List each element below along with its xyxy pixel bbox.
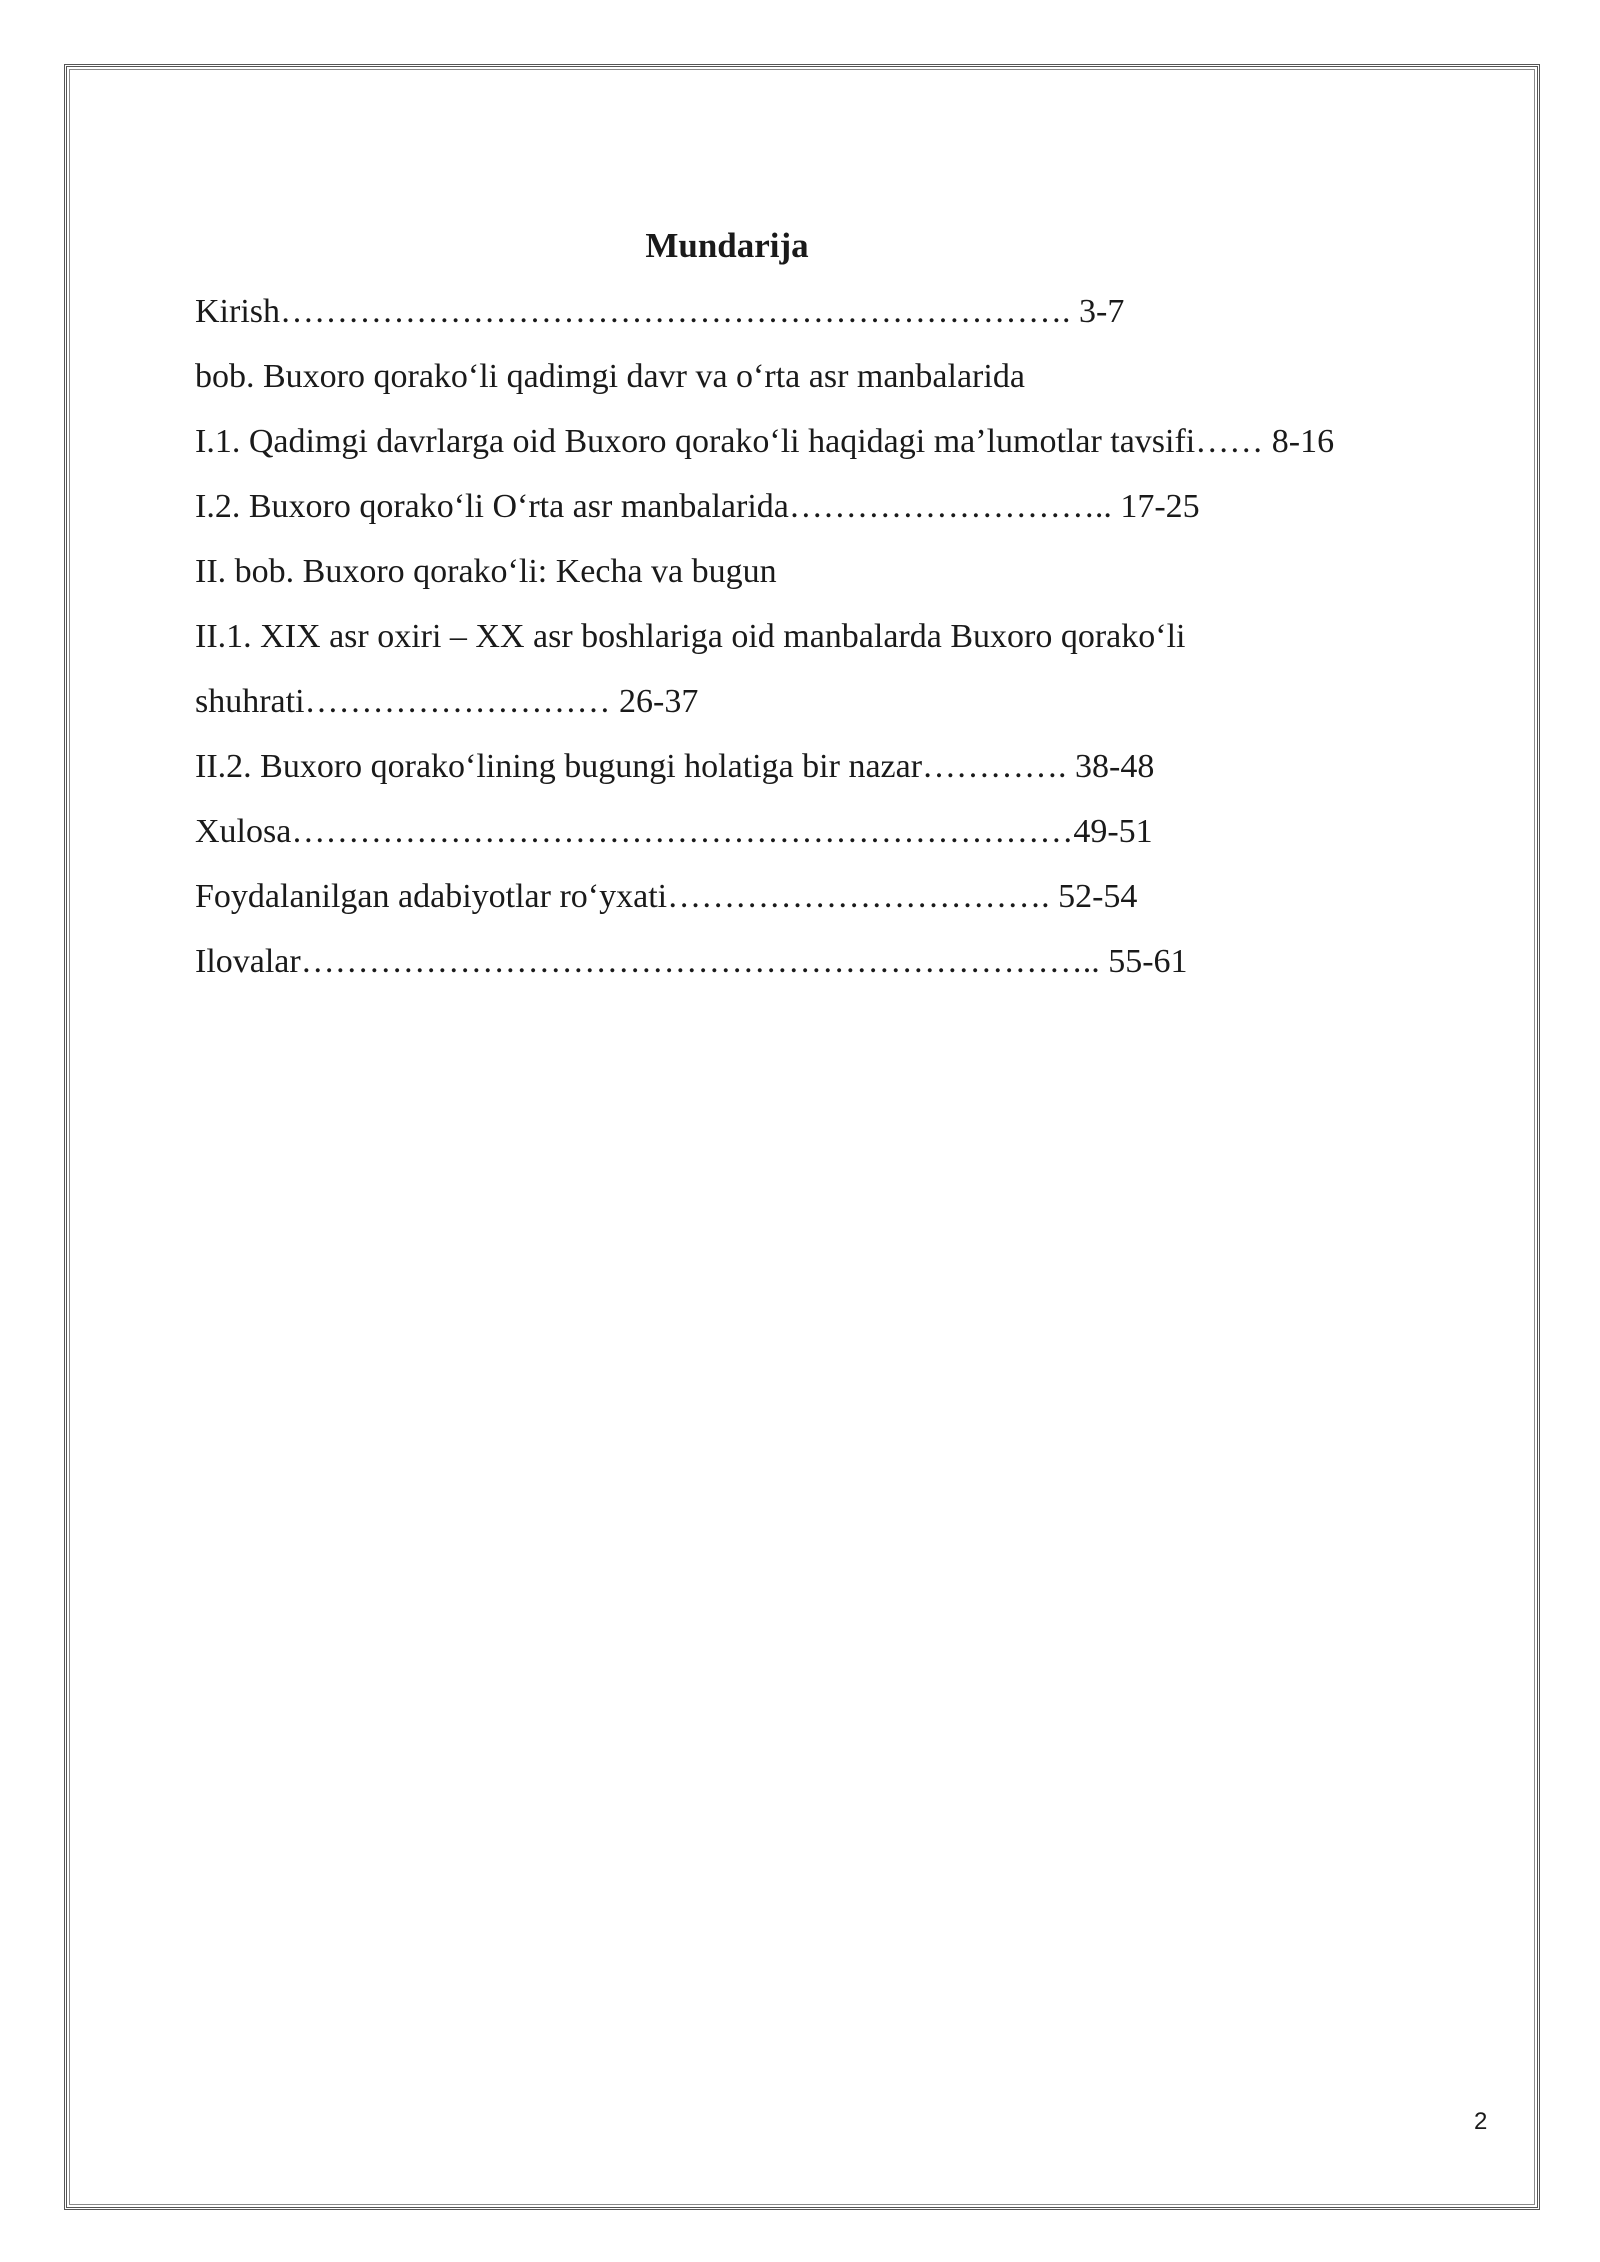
toc-entry-1-1: I.1. Qadimgi davrlarga oid Buxoro qorako‘li haqidagi ma’lumotlar tavsifi…… 8-16 — [195, 423, 1335, 460]
toc-entry-2-2: II.2. Buxoro qorako‘lining bugungi holatiga bir nazar…………. 38-48 — [195, 748, 1155, 785]
toc-chapter-2: II. bob. Buxoro qorako‘li: Kecha va bugun — [195, 553, 777, 590]
toc-entry-xulosa: Xulosa……………………………………………………………49-51 — [195, 813, 1153, 850]
toc-title: Mundarija — [645, 226, 809, 265]
toc-entry-2-1-continued: shuhrati……………………… 26-37 — [195, 683, 699, 720]
page-number: 2 — [1474, 2108, 1488, 2135]
toc-entry-bibliography: Foydalanilgan adabiyotlar ro‘yxati……………………………. 52-54 — [195, 878, 1138, 915]
toc-entry-2-1: II.1. XIX asr oxiri – XX asr boshlariga oid manbalarda Buxoro qorako‘li — [195, 618, 1186, 655]
toc-chapter-1: bob. Buxoro qorako‘li qadimgi davr va o‘rta asr manbalarida — [195, 358, 1025, 395]
toc-entry-ilovalar: Ilovalar…………………………………………………………….. 55-61 — [195, 943, 1188, 980]
toc-entry-kirish: Kirish……………………………………………………………. 3-7 — [195, 293, 1125, 330]
toc-entry-1-2: I.2. Buxoro qorako‘li O‘rta asr manbalarida……………………….. 17-25 — [195, 488, 1200, 525]
